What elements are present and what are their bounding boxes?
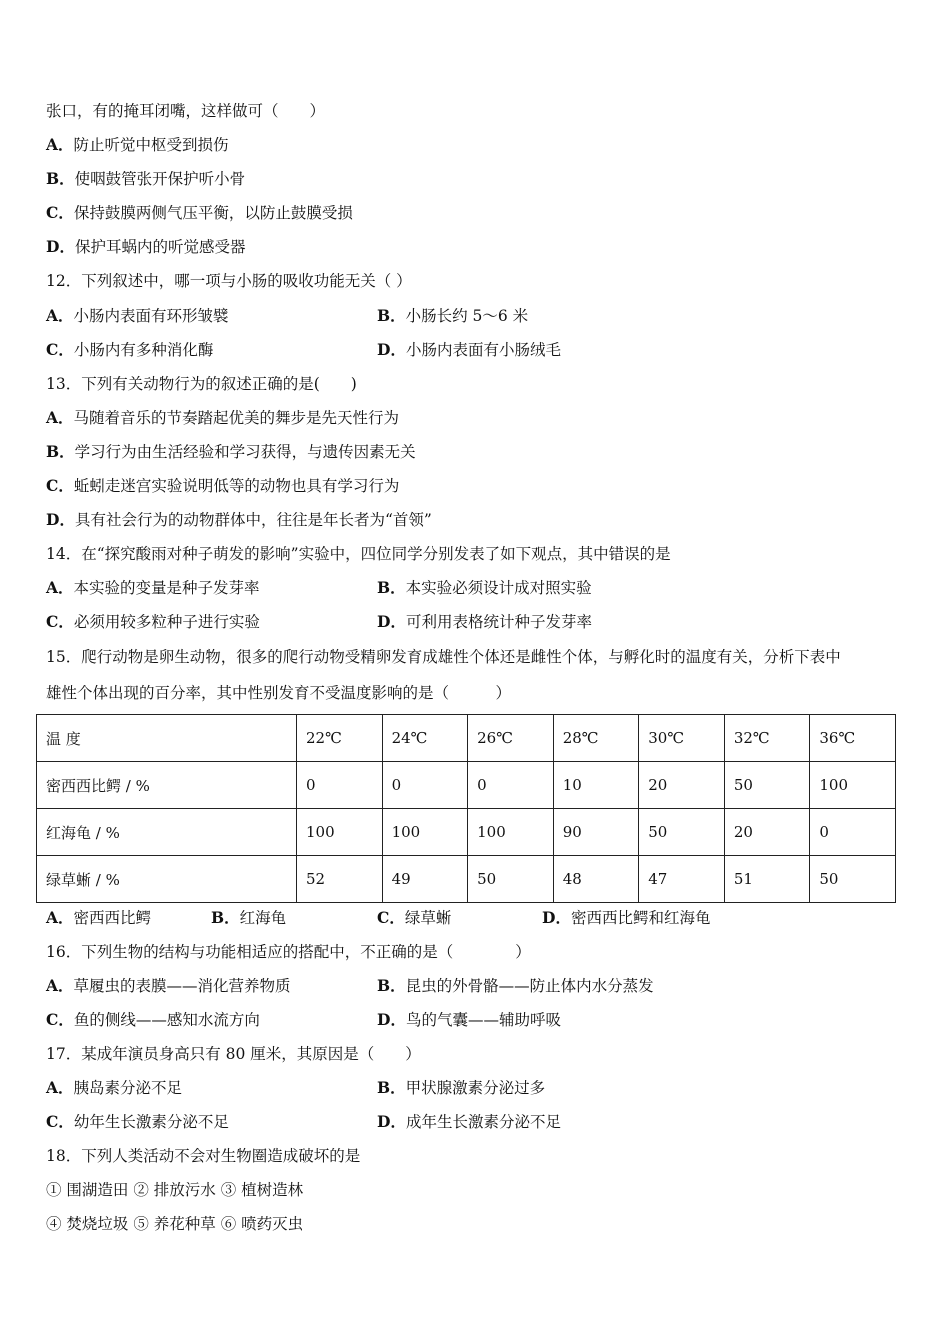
- table-cell: 52: [297, 856, 383, 903]
- table-cell: 0: [297, 762, 383, 809]
- option-text: 本实验的变量是种子发芽率: [73, 579, 260, 597]
- q15-option-a: [46, 908, 151, 928]
- option-letter: D．: [377, 612, 406, 631]
- table-cell: 50: [639, 809, 725, 856]
- table-cell: 22℃: [297, 715, 383, 762]
- option-letter: D．: [46, 237, 75, 256]
- table-cell: 红海龟 / %: [37, 809, 297, 856]
- table-cell: 32℃: [724, 715, 810, 762]
- table-cell: 20: [639, 762, 725, 809]
- q11-option-d: [46, 237, 245, 257]
- option-letter: A．: [46, 1078, 74, 1097]
- table-cell: 36℃: [810, 715, 896, 762]
- table-cell: 100: [810, 762, 896, 809]
- option-text: 密西西比鳄: [73, 909, 152, 927]
- table-row: [37, 809, 896, 856]
- option-text: 红海龟: [239, 909, 287, 927]
- q16-option-a: [46, 976, 291, 996]
- option-text: 马随着音乐的节奏踏起优美的舞步是先天性行为: [73, 409, 400, 427]
- option-letter: A．: [46, 306, 74, 325]
- option-letter: D．: [377, 1112, 406, 1131]
- option-letter: C．: [46, 1010, 74, 1029]
- q16-option-d: [377, 1010, 561, 1030]
- q13-option-a: [46, 408, 399, 428]
- option-text: 可利用表格统计种子发芽率: [405, 613, 592, 631]
- q18-items-line2: ④ 焚烧垃圾 ⑤ 养花种草 ⑥ 喷药灭虫: [46, 1215, 304, 1233]
- option-text: 保护耳蜗内的听觉感受器: [74, 238, 246, 256]
- option-letter: C．: [377, 908, 405, 927]
- table-cell: 26℃: [468, 715, 554, 762]
- q12-option-a: [46, 306, 229, 326]
- option-text: 学习行为由生活经验和学习获得，与遗传因素无关: [74, 443, 416, 461]
- table-cell: 100: [297, 809, 383, 856]
- option-letter: C．: [46, 476, 74, 495]
- q15-option-c: [377, 908, 451, 928]
- table-row: [37, 762, 896, 809]
- q15-option-b: [211, 908, 286, 928]
- option-text: 胰岛素分泌不足: [73, 1079, 183, 1097]
- q16-option-b: [377, 976, 654, 996]
- q15-option-d: [542, 908, 710, 928]
- option-letter: C．: [46, 340, 74, 359]
- q17-option-c: [46, 1112, 229, 1132]
- option-letter: D．: [46, 510, 75, 529]
- q13-option-d: [46, 510, 432, 530]
- table-cell: 50: [810, 856, 896, 903]
- table-cell: 48: [553, 856, 639, 903]
- q11-stem: 张口，有的掩耳闭嘴，这样做可（ ）: [46, 102, 326, 120]
- option-text: 具有社会行为的动物群体中，往往是年长者为“首领”: [74, 511, 432, 529]
- q15-stem-line2: 雄性个体出现的百分率，其中性别发育不受温度影响的是（ ）: [46, 684, 512, 702]
- q17-option-b: [377, 1078, 545, 1098]
- option-text: 小肠内有多种消化酶: [73, 341, 214, 359]
- table-cell: 绿草蜥 / %: [37, 856, 297, 903]
- option-text: 密西西比鳄和红海龟: [570, 909, 711, 927]
- option-text: 本实验必须设计成对照实验: [405, 579, 592, 597]
- option-letter: A．: [46, 408, 74, 427]
- q12-option-c: [46, 340, 213, 360]
- option-letter: B．: [211, 908, 240, 927]
- q16-stem: 16．下列生物的结构与功能相适应的搭配中，不正确的是（ ）: [46, 943, 531, 961]
- option-text: 保持鼓膜两侧气压平衡，以防止鼓膜受损: [73, 204, 353, 222]
- option-text: 防止听觉中枢受到损伤: [73, 136, 229, 154]
- table-cell: 90: [553, 809, 639, 856]
- q18-stem: 18．下列人类活动不会对生物圈造成破坏的是: [46, 1147, 361, 1165]
- option-letter: B．: [46, 442, 75, 461]
- q15-stem-line1: 15．爬行动物是卵生动物，很多的爬行动物受精卵发育成雄性个体还是雌性个体，与孵化时的温度有关，分析下表中: [46, 648, 841, 666]
- option-text: 甲状腺激素分泌过多: [405, 1079, 546, 1097]
- option-text: 鱼的侧线——感知水流方向: [73, 1011, 260, 1029]
- option-letter: A．: [46, 578, 74, 597]
- option-letter: B．: [377, 976, 406, 995]
- table-cell: 20: [724, 809, 810, 856]
- q14-option-a: [46, 578, 260, 598]
- option-text: 鸟的气囊——辅助呼吸: [405, 1011, 561, 1029]
- table-cell: 100: [468, 809, 554, 856]
- option-text: 草履虫的表膜——消化营养物质: [73, 977, 291, 995]
- option-text: 必须用较多粒种子进行实验: [73, 613, 260, 631]
- table-cell: 30℃: [639, 715, 725, 762]
- table-cell: 28℃: [553, 715, 639, 762]
- option-text: 小肠长约 5～6 米: [405, 307, 529, 325]
- option-letter: D．: [377, 340, 406, 359]
- table-cell: 50: [724, 762, 810, 809]
- q17-option-a: [46, 1078, 182, 1098]
- option-letter: B．: [377, 1078, 406, 1097]
- q18-items-line1: ① 围湖造田 ② 排放污水 ③ 植树造林: [46, 1181, 304, 1199]
- table-header-row: [37, 715, 896, 762]
- option-letter: C．: [46, 1112, 74, 1131]
- option-letter: B．: [377, 578, 406, 597]
- q14-stem: 14．在“探究酸雨对种子萌发的影响”实验中，四位同学分别发表了如下观点，其中错误的是: [46, 545, 671, 563]
- option-text: 成年生长激素分泌不足: [405, 1113, 561, 1131]
- table-row: [37, 856, 896, 903]
- option-letter: C．: [46, 203, 74, 222]
- option-letter: A．: [46, 976, 74, 995]
- option-letter: D．: [377, 1010, 406, 1029]
- option-letter: C．: [46, 612, 74, 631]
- table-cell: 0: [468, 762, 554, 809]
- option-text: 绿草蜥: [404, 909, 452, 927]
- table-cell: 47: [639, 856, 725, 903]
- q13-option-b: [46, 442, 416, 462]
- q12-stem: 12．下列叙述中，哪一项与小肠的吸收功能无关（ ）: [46, 272, 412, 290]
- option-letter: B．: [46, 169, 75, 188]
- q13-stem: 13．下列有关动物行为的叙述正确的是( ): [46, 375, 357, 393]
- option-letter: A．: [46, 908, 74, 927]
- q14-option-b: [377, 578, 592, 598]
- q13-option-c: [46, 476, 399, 496]
- option-text: 蚯蚓走迷宫实验说明低等的动物也具有学习行为: [73, 477, 400, 495]
- temperature-table: [36, 714, 896, 903]
- table-cell: 100: [382, 809, 468, 856]
- table-cell: 51: [724, 856, 810, 903]
- option-text: 小肠内表面有环形皱襞: [73, 307, 229, 325]
- table-cell: 49: [382, 856, 468, 903]
- table-cell: 温 度: [37, 715, 297, 762]
- option-text: 幼年生长激素分泌不足: [73, 1113, 229, 1131]
- q14-option-d: [377, 612, 592, 632]
- q11-option-a: [46, 135, 229, 155]
- option-letter: A．: [46, 135, 74, 154]
- option-text: 使咽鼓管张开保护听小骨: [74, 170, 246, 188]
- q14-option-c: [46, 612, 260, 632]
- option-text: 昆虫的外骨骼——防止体内水分蒸发: [405, 977, 654, 995]
- q11-option-b: [46, 169, 245, 189]
- table-cell: 10: [553, 762, 639, 809]
- option-letter: D．: [542, 908, 571, 927]
- q16-option-c: [46, 1010, 260, 1030]
- q17-option-d: [377, 1112, 561, 1132]
- table-cell: 0: [382, 762, 468, 809]
- table-cell: 24℃: [382, 715, 468, 762]
- q17-stem: 17．某成年演员身高只有 80 厘米，其原因是（ ）: [46, 1045, 421, 1063]
- table-cell: 密西西比鳄 / %: [37, 762, 297, 809]
- table-cell: 0: [810, 809, 896, 856]
- q12-option-b: [377, 306, 528, 326]
- q11-option-c: [46, 203, 353, 223]
- option-text: 小肠内表面有小肠绒毛: [405, 341, 561, 359]
- option-letter: B．: [377, 306, 406, 325]
- table-cell: 50: [468, 856, 554, 903]
- q12-option-d: [377, 340, 561, 360]
